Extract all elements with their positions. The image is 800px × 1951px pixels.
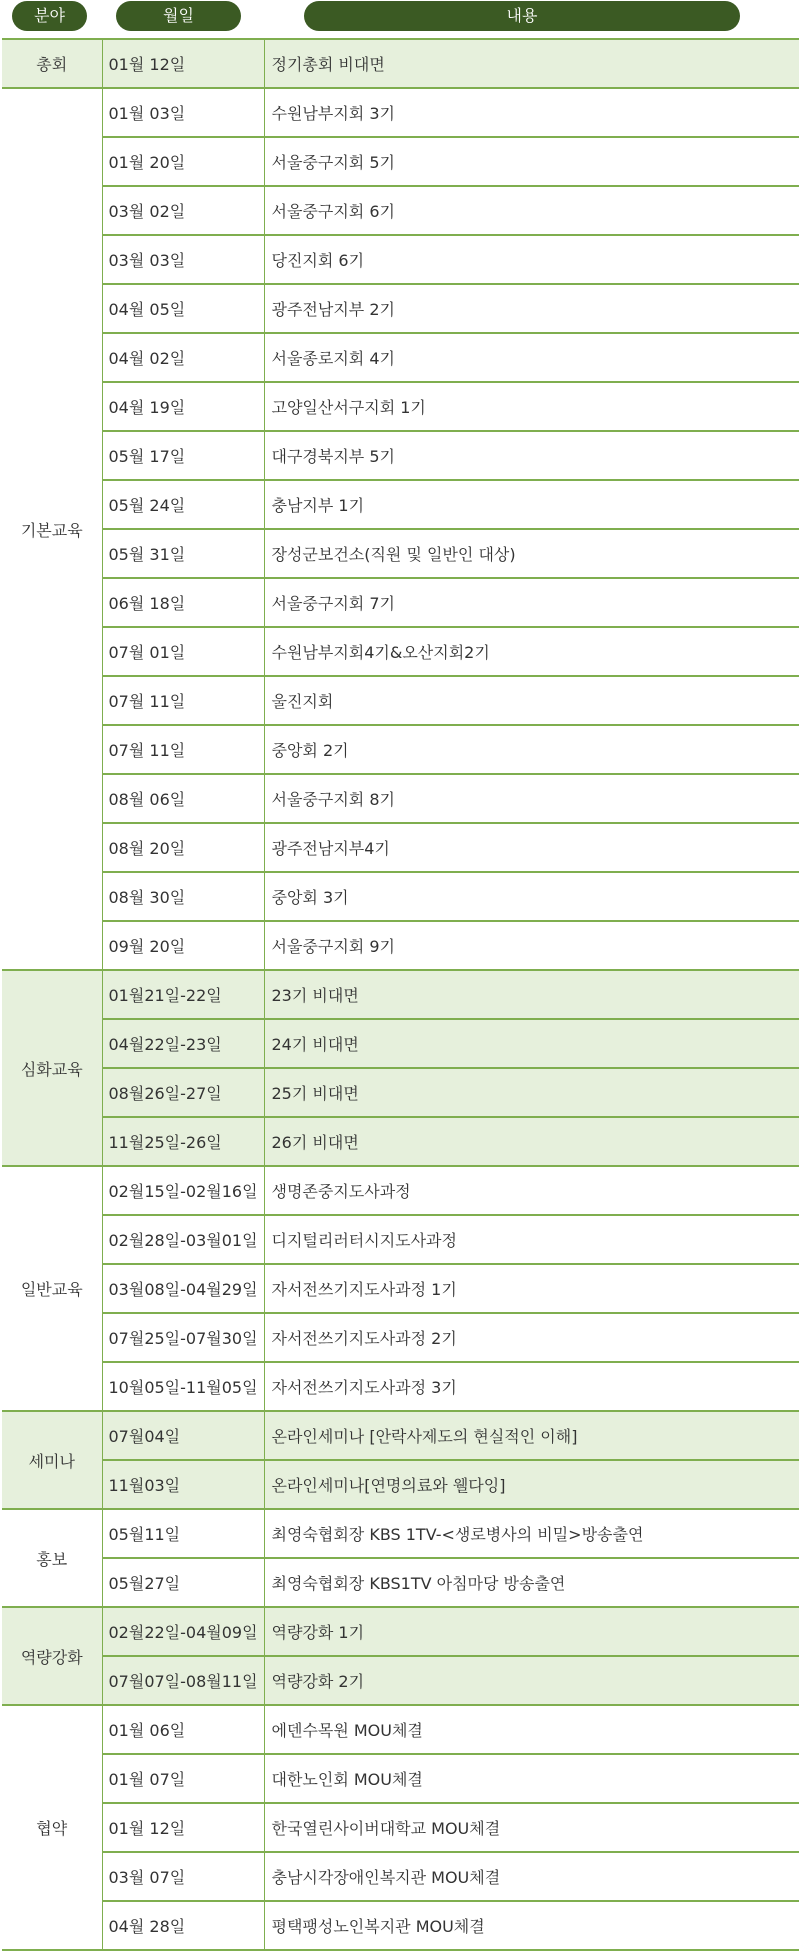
date-cell: 01월 20일 — [102, 137, 264, 186]
category-group — [2, 970, 799, 1166]
date-cell: 01월 06일 — [102, 1705, 264, 1754]
category-cell: 세미나 — [2, 1411, 102, 1509]
date-cell: 10월05일-11월05일 — [102, 1362, 264, 1411]
content-cell: 온라인세미나 [안락사제도의 현실적인 이해] — [264, 1411, 799, 1460]
table-row — [2, 1509, 799, 1558]
table-row — [2, 1411, 799, 1460]
table-row — [2, 186, 799, 235]
date-cell: 05월 17일 — [102, 431, 264, 480]
schedule-table — [2, 38, 799, 1951]
table-row — [2, 1558, 799, 1607]
content-cell: 장성군보건소(직원 및 일반인 대상) — [264, 529, 799, 578]
date-cell: 03월 02일 — [102, 186, 264, 235]
content-cell: 23기 비대면 — [264, 970, 799, 1019]
date-cell: 01월 03일 — [102, 88, 264, 137]
content-cell: 서울중구지회 7기 — [264, 578, 799, 627]
table-row — [2, 1656, 799, 1705]
date-cell: 02월15일-02월16일 — [102, 1166, 264, 1215]
content-cell: 광주전남지부 2기 — [264, 284, 799, 333]
content-cell: 울진지회 — [264, 676, 799, 725]
date-cell: 04월22일-23일 — [102, 1019, 264, 1068]
category-cell: 역량강화 — [2, 1607, 102, 1705]
category-group — [2, 1509, 799, 1607]
date-cell: 09월 20일 — [102, 921, 264, 970]
date-cell: 02월28일-03월01일 — [102, 1215, 264, 1264]
date-cell: 08월26일-27일 — [102, 1068, 264, 1117]
category-cell: 협약 — [2, 1705, 102, 1950]
content-cell: 정기총회 비대면 — [264, 39, 799, 88]
category-cell: 심화교육 — [2, 970, 102, 1166]
table-row — [2, 235, 799, 284]
table-row — [2, 1362, 799, 1411]
content-cell: 25기 비대면 — [264, 1068, 799, 1117]
table-row — [2, 676, 799, 725]
table-row — [2, 970, 799, 1019]
category-cell: 기본교육 — [2, 88, 102, 970]
category-group — [2, 88, 799, 970]
content-cell: 최영숙협회장 KBS1TV 아침마당 방송출연 — [264, 1558, 799, 1607]
table-header — [0, 0, 800, 33]
content-cell: 대구경북지부 5기 — [264, 431, 799, 480]
content-cell: 생명존중지도사과정 — [264, 1166, 799, 1215]
content-cell: 수원남부지회 3기 — [264, 88, 799, 137]
table-row — [2, 480, 799, 529]
content-cell: 충남지부 1기 — [264, 480, 799, 529]
date-cell: 01월 12일 — [102, 1803, 264, 1852]
date-cell: 08월 06일 — [102, 774, 264, 823]
table-row — [2, 1460, 799, 1509]
date-cell: 01월21일-22일 — [102, 970, 264, 1019]
content-cell: 중앙회 2기 — [264, 725, 799, 774]
content-header-pill: 내용 — [304, 1, 740, 31]
date-cell: 04월 28일 — [102, 1901, 264, 1950]
content-cell: 26기 비대면 — [264, 1117, 799, 1166]
content-cell: 서울중구지회 6기 — [264, 186, 799, 235]
category-group — [2, 1607, 799, 1705]
date-cell: 01월 12일 — [102, 39, 264, 88]
table-row — [2, 88, 799, 137]
table-row — [2, 1901, 799, 1950]
table-row — [2, 39, 799, 88]
table-row — [2, 1068, 799, 1117]
date-cell: 07월 01일 — [102, 627, 264, 676]
table-row — [2, 627, 799, 676]
date-cell: 04월 05일 — [102, 284, 264, 333]
category-group — [2, 1411, 799, 1509]
content-cell: 당진지회 6기 — [264, 235, 799, 284]
table-row — [2, 823, 799, 872]
table-row — [2, 333, 799, 382]
date-cell: 07월25일-07월30일 — [102, 1313, 264, 1362]
content-cell: 역량강화 2기 — [264, 1656, 799, 1705]
date-cell: 08월 20일 — [102, 823, 264, 872]
content-cell: 대한노인회 MOU체결 — [264, 1754, 799, 1803]
content-cell: 24기 비대면 — [264, 1019, 799, 1068]
content-cell: 중앙회 3기 — [264, 872, 799, 921]
table-row — [2, 1607, 799, 1656]
date-cell: 05월 24일 — [102, 480, 264, 529]
date-cell: 07월 11일 — [102, 676, 264, 725]
table-row — [2, 725, 799, 774]
date-cell: 05월11일 — [102, 1509, 264, 1558]
content-cell: 광주전남지부4기 — [264, 823, 799, 872]
content-cell: 에덴수목원 MOU체결 — [264, 1705, 799, 1754]
content-cell: 자서전쓰기지도사과정 3기 — [264, 1362, 799, 1411]
date-cell: 07월07일-08월11일 — [102, 1656, 264, 1705]
table-row — [2, 1313, 799, 1362]
date-cell: 05월27일 — [102, 1558, 264, 1607]
table-row — [2, 1117, 799, 1166]
content-cell: 자서전쓰기지도사과정 1기 — [264, 1264, 799, 1313]
category-cell: 홍보 — [2, 1509, 102, 1607]
category-header-pill: 분야 — [12, 1, 87, 31]
category-group — [2, 39, 799, 88]
content-cell: 고양일산서구지회 1기 — [264, 382, 799, 431]
content-cell: 서울중구지회 8기 — [264, 774, 799, 823]
table-row — [2, 1852, 799, 1901]
date-cell: 06월 18일 — [102, 578, 264, 627]
category-cell: 일반교육 — [2, 1166, 102, 1411]
table-row — [2, 921, 799, 970]
table-row — [2, 529, 799, 578]
content-cell: 수원남부지회4기&오산지회2기 — [264, 627, 799, 676]
content-cell: 온라인세미나[연명의료와 웰다잉] — [264, 1460, 799, 1509]
date-cell: 04월 19일 — [102, 382, 264, 431]
table-row — [2, 284, 799, 333]
date-cell: 04월 02일 — [102, 333, 264, 382]
date-cell: 11월25일-26일 — [102, 1117, 264, 1166]
table-row — [2, 431, 799, 480]
category-group — [2, 1166, 799, 1411]
table-row — [2, 774, 799, 823]
table-row — [2, 137, 799, 186]
content-cell: 서울중구지회 5기 — [264, 137, 799, 186]
table-row — [2, 1019, 799, 1068]
table-row — [2, 1264, 799, 1313]
content-cell: 충남시각장애인복지관 MOU체결 — [264, 1852, 799, 1901]
date-cell: 03월08일-04월29일 — [102, 1264, 264, 1313]
content-cell: 서울종로지회 4기 — [264, 333, 799, 382]
table-row — [2, 1705, 799, 1754]
date-cell: 01월 07일 — [102, 1754, 264, 1803]
category-cell: 총회 — [2, 39, 102, 88]
table-row — [2, 1754, 799, 1803]
date-cell: 05월 31일 — [102, 529, 264, 578]
content-cell: 최영숙협회장 KBS 1TV-<생로병사의 비밀>방송출연 — [264, 1509, 799, 1558]
table-row — [2, 1166, 799, 1215]
date-cell: 07월04일 — [102, 1411, 264, 1460]
date-cell: 03월 03일 — [102, 235, 264, 284]
content-cell: 서울중구지회 9기 — [264, 921, 799, 970]
content-cell: 역량강화 1기 — [264, 1607, 799, 1656]
table-row — [2, 578, 799, 627]
date-cell: 07월 11일 — [102, 725, 264, 774]
content-cell: 평택팽성노인복지관 MOU체결 — [264, 1901, 799, 1950]
table-row — [2, 872, 799, 921]
category-group — [2, 1705, 799, 1950]
date-cell: 08월 30일 — [102, 872, 264, 921]
date-cell: 03월 07일 — [102, 1852, 264, 1901]
content-cell: 자서전쓰기지도사과정 2기 — [264, 1313, 799, 1362]
date-cell: 02월22일-04월09일 — [102, 1607, 264, 1656]
table-row — [2, 1215, 799, 1264]
content-cell: 한국열린사이버대학교 MOU체결 — [264, 1803, 799, 1852]
table-row — [2, 382, 799, 431]
date-cell: 11월03일 — [102, 1460, 264, 1509]
content-cell: 디지털리러터시지도사과정 — [264, 1215, 799, 1264]
date-header-pill: 월일 — [116, 1, 241, 31]
table-row — [2, 1803, 799, 1852]
